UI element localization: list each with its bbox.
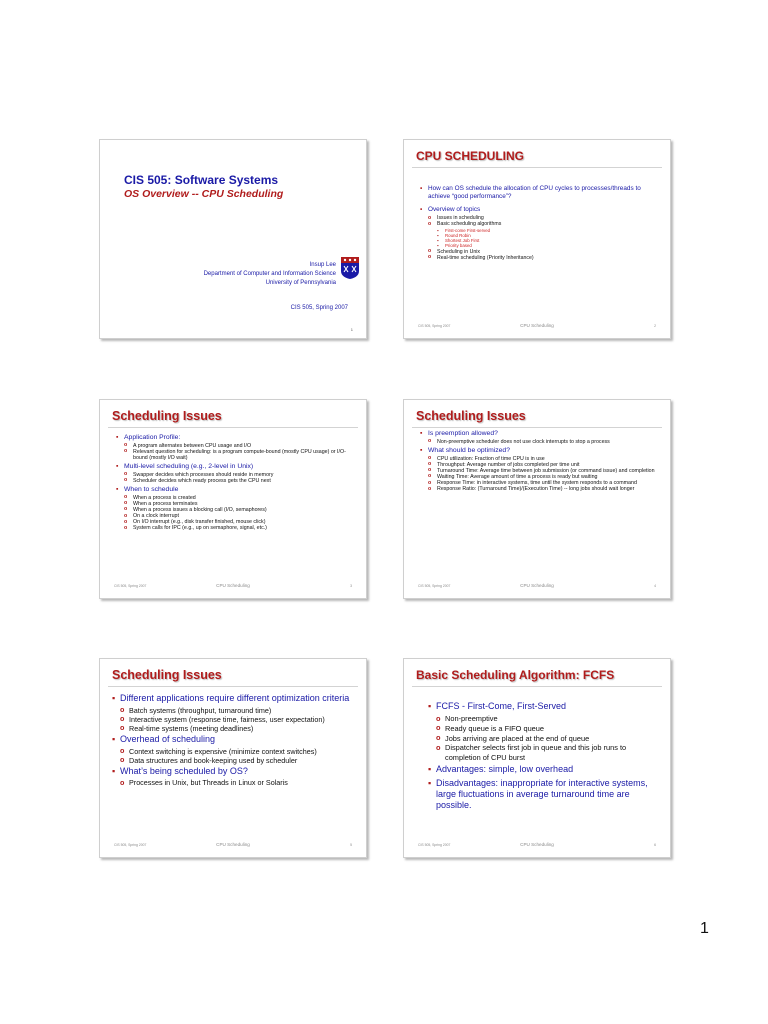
- slide-title: CPU SCHEDULING: [416, 149, 525, 163]
- sub-bullet-item: o When a process is created: [124, 495, 356, 501]
- slide-4: [403, 399, 671, 599]
- page-number: 1: [700, 920, 709, 937]
- slide-footer: [404, 843, 670, 851]
- sub-bullet-item: o Response Ratio: (Turnaround Time)/(Execution Time) -- long jobs should wait longer: [428, 486, 660, 492]
- footer-page: 2: [654, 324, 656, 328]
- bullet-item: [112, 693, 356, 733]
- course-info: CIS 505, Spring 2007: [290, 305, 348, 311]
- bullet-item: [112, 734, 356, 765]
- sub-bullet-item: o On a clock interrupt: [124, 513, 356, 519]
- sub-bullet-item: [428, 255, 660, 261]
- bullet-item: [420, 185, 660, 200]
- slide-content: [420, 430, 660, 492]
- slide-title: Scheduling Issues: [416, 409, 526, 423]
- footer-course: CIS 505, Spring 2007: [418, 843, 451, 847]
- title-divider: [412, 686, 662, 687]
- bullet-item: [116, 434, 356, 461]
- slide-content: [116, 434, 356, 531]
- slide-content: [112, 693, 356, 787]
- sub-bullet-text: Scheduling in Unix: [437, 248, 480, 255]
- sub-bullet-item: o Batch systems (throughput, turnaround time): [120, 706, 356, 715]
- sub-bullet-item: o Scheduler decides which ready process gets the CPU next: [124, 478, 356, 484]
- footer-topic: CPU Scheduling: [216, 842, 250, 847]
- sub-bullet-item: o Relevant question for scheduling: is a program compute-bound (mostly CPU usage) or I/O-bound (mostly I/O wait): [124, 449, 356, 461]
- slide-footer: [404, 584, 670, 592]
- sub-bullet-item: o Non-preemptive scheduler does not use clock interrupts to stop a process: [428, 439, 660, 445]
- bullet-item: [116, 463, 356, 484]
- footer-page: 5: [350, 843, 352, 847]
- algorithm-item: ▪ First-come First-served: [437, 228, 660, 233]
- sub-bullet-item: o A program alternates between CPU usage and I/O: [124, 443, 356, 449]
- algorithm-item: ▪ Shortest Job First: [437, 238, 660, 243]
- footer-course: CIS 505, Spring 2007: [114, 843, 147, 847]
- footer-topic: CPU Scheduling: [520, 583, 554, 588]
- bullet-text: Is preemption allowed?: [428, 430, 498, 437]
- bullet-text: How can OS schedule the allocation of CPU cycles to processes/threads to achieve “good performance”?: [428, 185, 641, 200]
- footer-topic: CPU Scheduling: [520, 842, 554, 847]
- bullet-text: Overhead of scheduling: [120, 733, 216, 744]
- department: Department of Computer and Information Science: [203, 271, 336, 277]
- sub-bullet-item: o Data structures and book-keeping used by scheduler: [120, 756, 356, 765]
- slide-3: [99, 399, 367, 599]
- footer-topic: CPU Scheduling: [520, 323, 554, 328]
- bullet-text: Overview of topics: [428, 206, 481, 214]
- sub-bullet-item: o Non-preemptive: [436, 714, 656, 724]
- sub-bullet-item: o When a process issues a blocking call (I/O, semaphores): [124, 507, 356, 513]
- bullet-item: [420, 447, 660, 492]
- footer-page: 6: [654, 843, 656, 847]
- bullet-item: [428, 701, 656, 762]
- slide-footer: [100, 843, 366, 851]
- slide-subtitle: OS Overview -- CPU Scheduling: [124, 188, 284, 200]
- sub-bullet-item: o Swapper decides which processes should reside in memory: [124, 472, 356, 478]
- slide-footer: [100, 584, 366, 592]
- sub-bullet-item: o When a process terminates: [124, 501, 356, 507]
- sub-bullet-item: o On I/O interrupt (e.g., disk transfer finished, mouse click): [124, 519, 356, 525]
- slide-2: [403, 139, 671, 339]
- footer-course: CIS 505, Spring 2007: [418, 324, 451, 328]
- sub-bullet-item: o Response Time: in interactive systems, time until the system responds to a command: [428, 480, 660, 486]
- slide-6: [403, 658, 671, 858]
- bullet-text: Different applications require different optimization criteria: [120, 693, 350, 703]
- author-name: Insup Lee: [309, 262, 336, 268]
- sub-bullet-item: o Ready queue is a FIFO queue: [436, 724, 656, 734]
- sub-bullet-item: o Turnaround Time: Average time between job submission (or command issue) and completion: [428, 468, 660, 474]
- slide-title: Scheduling Issues: [112, 409, 222, 423]
- slide-5: [99, 658, 367, 858]
- sub-bullet-text: Real-time scheduling (Priority Inheritance): [437, 254, 534, 261]
- bullet-text: Multi-level scheduling (e.g., 2-level in Unix): [124, 463, 254, 471]
- sub-bullet-item: o Jobs arriving are placed at the end of queue: [436, 734, 656, 744]
- bullet-text: What’s being scheduled by OS?: [120, 765, 248, 776]
- sub-bullet-item: o Context switching is expensive (minimize context switches): [120, 747, 356, 756]
- footer-course: CIS 505, Spring 2007: [418, 584, 451, 588]
- slide-number: 1: [350, 327, 353, 332]
- bullet-item: [420, 430, 660, 445]
- sub-bullet-item: o Processes in Unix, but Threads in Linux or Solaris: [120, 778, 356, 787]
- sub-bullet-item: [428, 221, 660, 248]
- sub-bullet-item: o CPU utilization: Fraction of time CPU is in use: [428, 456, 660, 462]
- title-divider: [108, 686, 358, 687]
- slide-title: Basic Scheduling Algorithm: FCFS: [416, 668, 615, 682]
- bullet-text: FCFS - First-Come, First-Served: [436, 701, 567, 711]
- footer-page: 4: [654, 584, 656, 588]
- bullet-item: [112, 766, 356, 788]
- algorithm-item: ▪ Round Robin: [437, 233, 660, 238]
- sub-bullet-text: Basic scheduling algorithms: [437, 221, 502, 228]
- sub-bullet-item: o Interactive system (response time, fairness, user expectation): [120, 715, 356, 724]
- slide-1: [99, 139, 367, 339]
- bullet-text: What should be optimized?: [428, 446, 510, 454]
- sub-bullet-item: o Real-time systems (meeting deadlines): [120, 724, 356, 733]
- bullet-item: [428, 778, 656, 812]
- sub-bullet-item: o System calls for IPC (e.g., up on semaphore, signal, etc.): [124, 525, 356, 531]
- slide-content: [420, 185, 660, 261]
- sub-bullet-item: o Dispatcher selects first job in queue and this job runs to completion of CPU burst: [436, 743, 656, 762]
- title-divider: [412, 167, 662, 168]
- bullet-item: [420, 206, 660, 261]
- footer-course: CIS 505, Spring 2007: [114, 584, 147, 588]
- footer-topic: CPU Scheduling: [216, 583, 250, 588]
- bullet-item: [428, 764, 656, 775]
- sub-bullet-text: Issues in scheduling: [437, 215, 484, 222]
- sub-bullet-item: o Waiting Time: Average amount of time a process is ready but waiting: [428, 474, 660, 480]
- bullet-text: When to schedule: [124, 486, 179, 494]
- sub-bullet-item: o Throughput: Average number of jobs completed per time unit: [428, 462, 660, 468]
- bullet-text: Advantages: simple, low overhead: [436, 764, 574, 775]
- slide-title: Scheduling Issues: [112, 668, 222, 682]
- penn-shield-icon: [341, 257, 359, 284]
- title-divider: [412, 427, 662, 428]
- university: University of Pennsylvania: [265, 280, 336, 286]
- footer-page: 3: [350, 584, 352, 588]
- slide-footer: [404, 324, 670, 332]
- algorithm-item: ▪ Priority based: [437, 243, 660, 248]
- slide-title: CIS 505: Software Systems: [124, 173, 279, 187]
- title-divider: [108, 427, 358, 428]
- bullet-item: [116, 486, 356, 531]
- bullet-text: Application Profile:: [124, 434, 181, 441]
- bullet-text: Disadvantages: inappropriate for interactive systems, large fluctuations in average turnaround time are possible.: [436, 777, 648, 811]
- slide-content: [428, 701, 656, 811]
